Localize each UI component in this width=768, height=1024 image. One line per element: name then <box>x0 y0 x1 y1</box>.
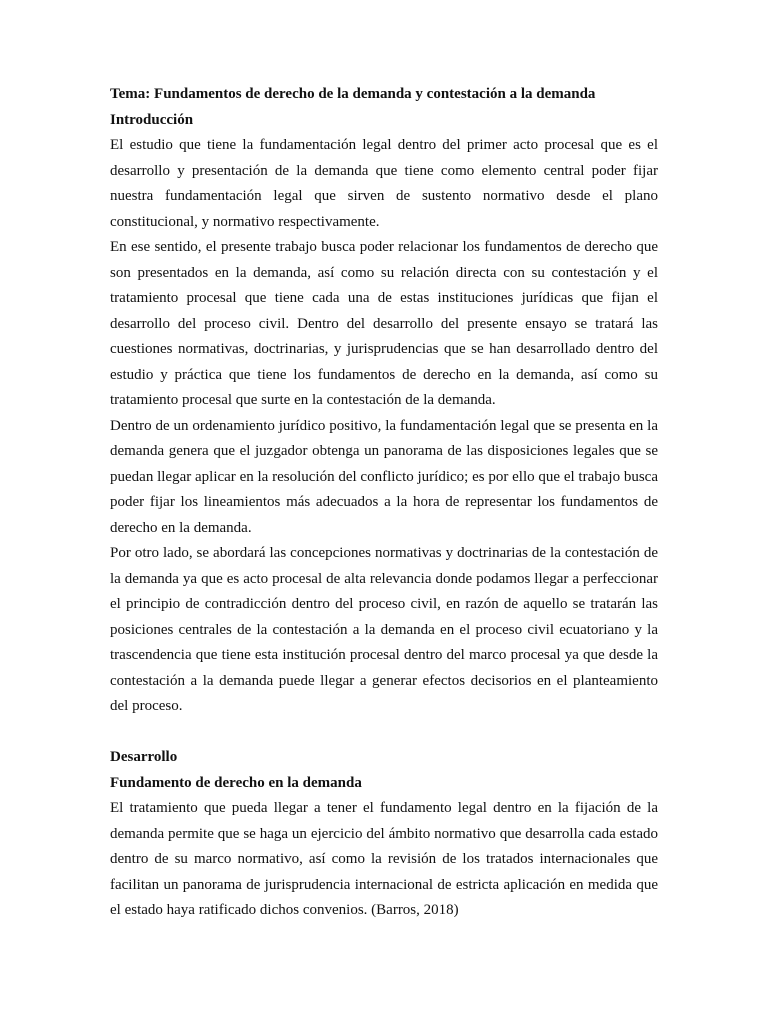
intro-paragraph-3: Dentro de un ordenamiento jurídico positivo, la fundamentación legal que se presenta en la demanda genera que el juzgador obtenga un panorama de las disposiciones legales que se puedan llegar aplicar en la resolución del conflicto jurídico; es por ello que el trabajo busca poder fijar los lineamientos más adecuados a la hora de representar los fundamentos de derecho en la demanda. <box>110 417 658 536</box>
development-subheading: Fundamento de derecho en la demanda <box>110 774 362 791</box>
development-paragraph-1: El tratamiento que pueda llegar a tener el fundamento legal dentro en la fijación de la demanda permite que se haga un ejercicio del ámbito normativo que desarrolla cada estado dentro de su marco normativo, así como la revisión de los tratados internacionales que facilitan un panorama de jurisprudencia internacional de estricta aplicación en medida que el estado haya ratificado dichos convenios. (Barros, 2018) <box>110 800 658 918</box>
document-title: Tema: Fundamentos de derecho de la demanda y contestación a la demanda <box>110 86 596 102</box>
section-spacer <box>110 720 658 746</box>
document-page <box>110 82 658 924</box>
intro-paragraph-4: Por otro lado, se abordará las concepciones normativas y doctrinarias de la contestación de la demanda ya que es acto procesal de alta relevancia donde podamos llegar a perfeccionar el principio de contradicción dentro del proceso civil, en razón de aquello se tratarán las posiciones centrales de la contestación a la demanda en el proceso civil ecuatoriano y la trascendencia que tiene esta institución procesal dentro del marco procesal ya que desde la contestación a la demanda puede llegar a generar efectos decisorios en el planteamiento del proceso. <box>110 545 658 714</box>
intro-heading: Introducción <box>110 111 194 128</box>
development-heading: Desarrollo <box>110 749 178 765</box>
intro-paragraph-2: En ese sentido, el presente trabajo busca poder relacionar los fundamentos de derecho que son presentados en la demanda, así como su relación directa con su contestación y el tratamiento procesal que tiene cada una de estas instituciones jurídicas que fijan el desarrollo del proceso civil. Dentro del desarrollo del presente ensayo se tratará las cuestiones normativas, doctrinarias, y jurisprudencias que se han desarrollado dentro del estudio y práctica que tiene los fundamentos de derecho en la demanda, así como su tratamiento procesal que surte en la contestación de la demanda. <box>110 239 658 408</box>
intro-paragraph-1: El estudio que tiene la fundamentación legal dentro del primer acto procesal que es el desarrollo y presentación de la demanda que tiene como elemento central poder fijar nuestra fundamentación legal que sirven de sustento normativo desde el plano constitucional, y normativo respectivamente. <box>110 137 658 230</box>
